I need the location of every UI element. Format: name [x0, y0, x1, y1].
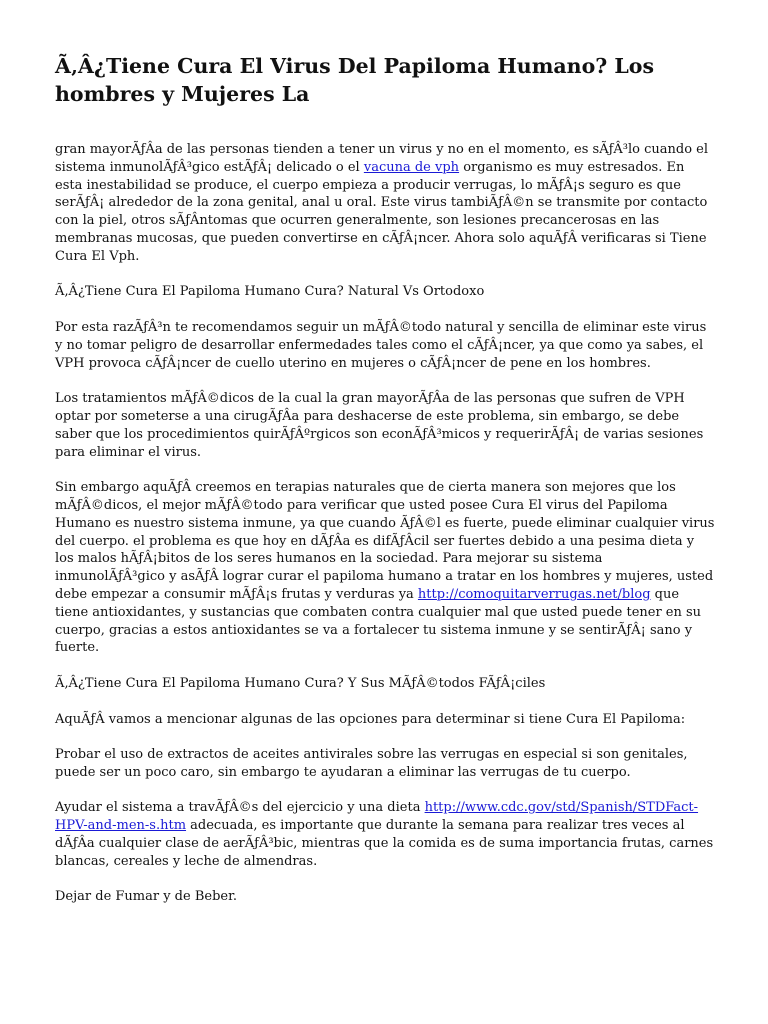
paragraph-dejar-fumar: Dejar de Fumar y de Beber. [55, 889, 238, 905]
paragraph-extractos-aceites: Probar el uso de extractos de aceites antivirales sobre las verrugas en especial si son genitales, puede ser un poco caro, sin embargo te ayudaran a eliminar las verrugas de tu cuerpo. [55, 747, 688, 780]
paragraph-terapias-text-2: que tiene antioxidantes, y sustancias que combaten contra cualquier mal que usted puede tener en su cuerpo, gracias a estos antioxidantes se va a fortalecer tu sistema inmune y se sentirÃƒÂ¡ sano y fuerte. [55, 586, 702, 656]
vacuna-vph-link[interactable]: vacuna de vph [363, 159, 460, 175]
cdc-link[interactable]: http://www.cdc.gov/std/Spanish/STDFact-HPV-and-men-s.htm [55, 800, 699, 834]
paragraph-tratamientos-medicos: Los tratamientos mÃƒÂ©dicos de la cual la gran mayorÃƒÂa de las personas que sufren de VPH optar por someterse a una cirugÃƒÂa para deshacerse de este problema, sin embargo, se debe saber que los procedimientos quirÃƒÂºrgicos son econÃƒÂ³micos y requerirÃƒÂ¡ de varias sesiones para eliminar el virus. [55, 391, 704, 460]
paragraph-ejercicio-text-1: Ayudar el sistema a travÃƒÂ©s del ejercicio y una dieta [55, 800, 425, 816]
paragraph-terapias-naturales [55, 479, 715, 657]
paragraph-ejercicio-text-2: adecuada, es importante que durante la semana para realizar tres veces al dÃƒÂa cualquier clase de aerÃƒÂ³bic, mientras que la comida es de suma importancia frutas, carnes blancas, cereales y leche de almendras. [55, 818, 714, 869]
paragraph-intro [55, 141, 715, 266]
paragraph-terapias-text-1: Sin embargo aquÃƒÂ creemos en terapias naturales que de cierta manera son mejores que los mÃƒÂ©dicos, el mejor mÃƒÂ©todo para verificar que usted posee Cura El virus del Papiloma Humano es nuestro sistema inmune, ya que cuando ÃƒÂ©l es fuerte, puede eliminar cualquier virus del cuerpo. el problema es que hoy en dÃƒÂa es difÃƒÂcil ser fuertes debido a una pesima dieta y los malos hÃƒÂ¡bitos de los seres humanos en la sociedad. Para mejorar su sistema inmunolÃƒÂ³gico y asÃƒÂ lograr curar el papiloma humano a tratar en los hombres y mujeres, usted debe empezar a consumir mÃƒÂ¡s frutas y verduras ya [55, 480, 715, 602]
section-heading-natural-vs-ortodoxo: Ã‚Â¿Tiene Cura El Papiloma Humano Cura? Natural Vs Ortodoxo [55, 284, 485, 300]
section-heading-metodos-faciles: Ã‚Â¿Tiene Cura El Papiloma Humano Cura? Y Sus MÃƒÂ©todos FÃƒÂ¡ciles [55, 675, 546, 691]
paragraph-metodo-natural: Por esta razÃƒÂ³n te recomendamos seguir un mÃƒÂ©todo natural y sencilla de eliminar este virus y no tomar peligro de desarrollar enfermedades tales como el cÃƒÂ¡ncer, ya que como ya sabes, el VPH provoca cÃƒÂ¡ncer de cuello uterino en mujeres o cÃƒÂ¡ncer de pene en los hombres. [55, 319, 707, 371]
paragraph-ejercicio-dieta [55, 799, 715, 870]
comoquitarverrugas-link[interactable]: http://comoquitarverrugas.net/blog [417, 586, 651, 602]
document-title: Ã‚Â¿Tiene Cura El Virus Del Papiloma Humano? Los hombres y Mujeres La [55, 54, 655, 106]
document-page [55, 52, 715, 924]
paragraph-intro-text-1: gran mayorÃƒÂa de las personas tienden a tener un virus y no en el momento, es sÃƒÂ³lo cuando el sistema inmunolÃƒÂ³gico estÃƒÂ¡ delicado o el [55, 142, 709, 175]
paragraph-intro-text-2: organismo es muy estresados. En esta inestabilidad se produce, el cuerpo empieza a producir verrugas, lo mÃƒÂ¡s seguro es que serÃƒÂ¡ alrededor de la zona genital, anal u oral. Este virus tambiÃƒÂ©n se transmite por contacto con la piel, otros sÃƒÂntomas que ocurren generalmente, son lesiones precancerosas en las membranas mucosas, que pueden convertirse en cÃƒÂ¡ncer. Ahora solo aquÃƒÂ verificaras si Tiene Cura El Vph. [55, 159, 708, 264]
paragraph-opciones-intro: AquÃƒÂ vamos a mencionar algunas de las opciones para determinar si tiene Cura El Papiloma: [55, 711, 686, 727]
